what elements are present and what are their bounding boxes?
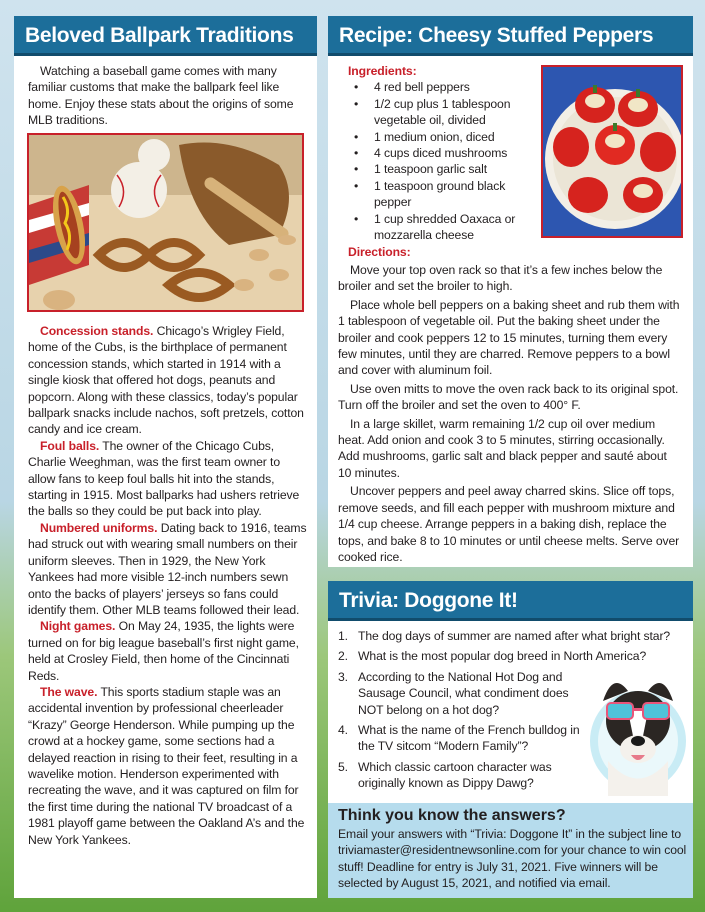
trivia-question: 2. What is the most popular dog breed in North America? <box>338 649 647 664</box>
dog-image <box>583 661 688 796</box>
ballpark-snacks-image <box>27 133 304 312</box>
trivia-panel <box>328 581 693 898</box>
ingredient-item: • 1 cup shredded Oaxaca or mozzarella cheese <box>348 211 538 244</box>
section-the-wave <box>28 684 307 848</box>
ingredient-item: • 1 medium onion, diced <box>348 129 538 145</box>
answers-body: Email your answers with “Trivia: Doggone It” in the subject line to triviamaster@residentnewsonline.com for your chance to win cool stuff! Deadline for entry is July 31, 2021. Five winners will be selected by August 15, 2021, and notified via email. <box>338 827 687 891</box>
direction-step: Uncover peppers and peel away charred skins. Slice off tops, remove seeds, and fill each pepper with mushroom mixture and 1/4 cup cheese. Arrange peppers in a baking dish, replace the tops, and bake 8 to 10 minutes or until cheese melts. Serve over cooked rice. <box>338 484 680 564</box>
ingredient-item: • 1 teaspoon ground black pepper <box>348 178 538 211</box>
direction-step: Use oven mitts to move the oven rack back to its original spot. Turn off the broiler and set the oven to 400° F. <box>338 381 679 413</box>
ballpark-panel <box>14 16 317 898</box>
ballpark-sections <box>28 323 307 848</box>
trivia-question: 5. Which classic cartoon character was originally known as Dippy Dawg? <box>338 759 552 791</box>
stuffed-peppers-image <box>541 65 683 238</box>
uniforms-heading: Numbered uniforms. <box>40 520 158 535</box>
answers-heading: Think you know the answers? <box>338 807 566 824</box>
directions-list <box>338 262 683 565</box>
direction-step: Move your top oven rack so that it’s a few inches below the broiler and set the broiler to high. <box>338 263 663 294</box>
direction-step: Place whole bell peppers on a baking sheet and rub them with 1 tablespoon of vegetable oil. Put the baking sheet under the broiler and cook peppers 12 to 15 minutes, turning them every few minutes, until they are charred. Remove peppers to a bowl and cover with aluminum foil. <box>338 297 680 378</box>
concession-body: Chicago’s Wrigley Field, home of the Cubs, is the birthplace of permanent concession stands, which started in 1914 with a single kiosk that offered hot dogs, peanuts and popcorn. Along with these classics, today’s popular ballpark snacks include nachos, soft pretzels, cotton candy and ice cream. <box>28 324 304 437</box>
stuffed-peppers-illustration <box>543 67 681 236</box>
uniforms-body: Dating back to 1916, teams had struck out with wearing small numbers on their uniform sleeves. Then in 1929, the New York Yankees had more visible 12-inch numbers sewn onto the backs of players’ jerseys so fans could identify them. Other MLB teams followed their lead. <box>28 520 307 617</box>
ingredient-item: • 1 teaspoon garlic salt <box>348 161 538 177</box>
ingredient-item: • 4 red bell peppers <box>348 79 538 95</box>
section-concession <box>28 323 307 438</box>
ingredients-label: Ingredients: <box>348 64 417 78</box>
ballpark-title: Beloved Ballpark Traditions <box>14 16 317 56</box>
recipe-title: Recipe: Cheesy Stuffed Peppers <box>328 16 693 56</box>
trivia-question: 1. The dog days of summer are named after what bright star? <box>338 629 671 643</box>
trivia-question: 3. According to the National Hot Dog and Sausage Council, what condiment does NOT belong on a hot dog? <box>338 669 569 717</box>
ingredients-list <box>348 79 538 243</box>
foul-balls-body: The owner of the Chicago Cubs, Charlie Weeghman, was the first team owner to allow fans to keep foul balls hit into the stands, starting in 1915. Most ballparks had ushers retrieve the balls so they could be put back into play. <box>28 438 300 519</box>
directions-label: Directions: <box>348 245 411 260</box>
wave-heading: The wave. <box>40 684 98 699</box>
answers-box <box>328 803 693 898</box>
dog-with-sunglasses-illustration <box>583 661 688 796</box>
recipe-panel <box>328 16 693 567</box>
ballpark-snacks-illustration <box>29 135 302 310</box>
section-night-games <box>28 618 307 684</box>
night-games-heading: Night games. <box>40 619 116 634</box>
section-numbered-uniforms <box>28 520 307 618</box>
section-foul-balls <box>28 438 307 520</box>
ingredient-item: • 1/2 cup plus 1 tablespoon vegetable oil, divided <box>348 96 538 129</box>
direction-step: In a large skillet, warm remaining 1/2 cup oil over medium heat. Add onion and cook 3 to 5 minutes, stirring occasionally. Add mushrooms, garlic salt and black pepper and sauté about 10 minutes. <box>338 416 667 480</box>
wave-body: This sports stadium staple was an accidental invention by professional cheerleader “Krazy” George Henderson. While pumping up the crowd at a hockey game, some sections had a delayed reaction in rising to their feet, resulting in a wavelike motion. Henderson experimented with recreating the wave, and it was captured on film for the first time during the national TV broadcast of a 1981 playoff game between the Oakland A’s and the New York Yankees. <box>28 684 305 847</box>
concession-heading: Concession stands. <box>40 324 154 338</box>
ingredient-item: • 4 cups diced mushrooms <box>348 145 538 161</box>
night-games-body: On May 24, 1935, the lights were turned on for big league baseball’s first night game, held at Crosley Field, then home of the Cincinnati Reds. <box>28 619 299 683</box>
trivia-question: 4. What is the name of the French bulldog in the TV sitcom “Modern Family”? <box>338 723 580 754</box>
foul-balls-heading: Foul balls. <box>40 438 100 453</box>
ballpark-intro: Watching a baseball game comes with many familiar customs that make the ballpark feel like home. Enjoy these stats about the origins of some MLB traditions. <box>28 64 294 128</box>
trivia-title: Trivia: Doggone It! <box>328 581 693 621</box>
